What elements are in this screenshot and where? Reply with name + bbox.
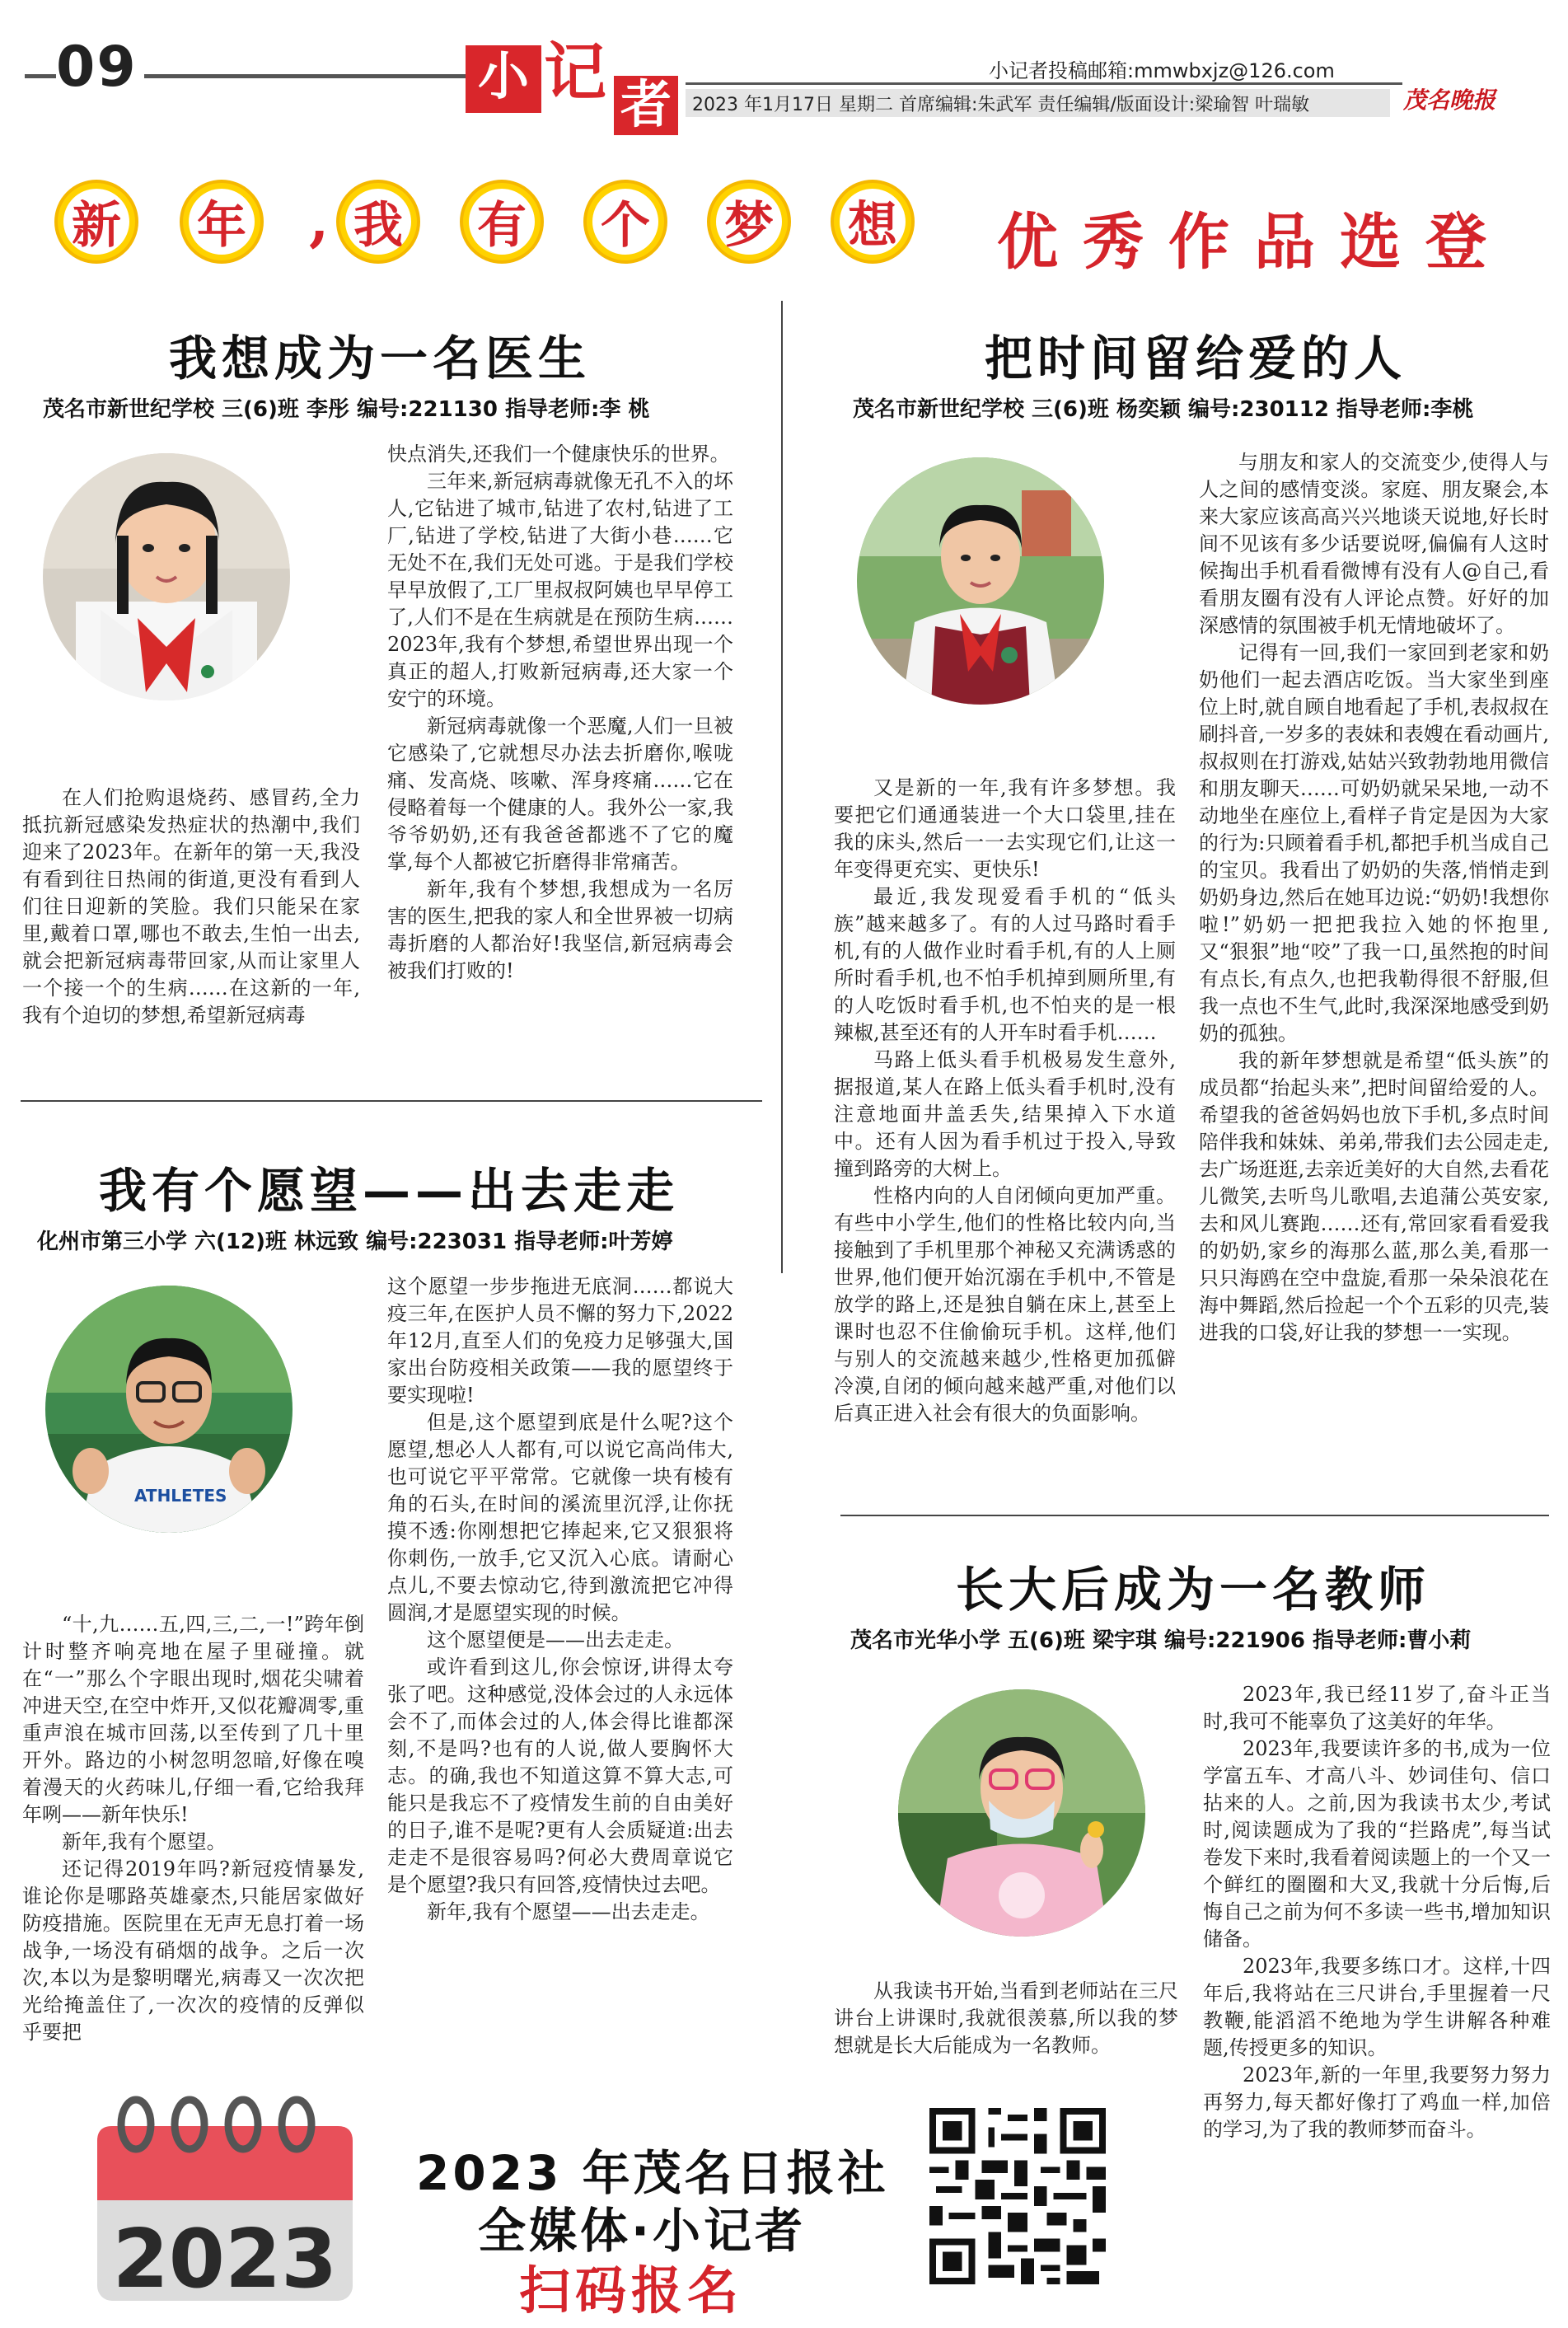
article-body-teacher-col2 [1203, 1681, 1551, 2143]
paragraph: 记得有一回,我们一家回到老家和奶奶他们一起去酒店吃饭。当大家坐到座位上时,就自顾自地看起了手机,表叔叔在刷抖音,一岁多的表妹和表嫂在看动画片,叔叔则在打游戏,姑姑兴致勃勃地用微信和朋友聊天……可奶奶就呆呆地,一动不动地坐在座位上,看样子肯定是因为大家的行为:只顾着看手机,都把手机当成自己的宝贝。我看出了奶奶的失落,悄悄走到奶奶身边,然后在她耳边说:“奶奶!我想你啦!”奶奶一把把我拉入她的怀抱里,又“狠狠”地“咬”了我一口,虽然抱的时间有点长,有点久,也把我勒得很不舒服,但我一点也不生气,此时,我深深地感受到奶奶的孤独。 [1199, 641, 1549, 1045]
paragraph: 在人们抢购退烧药、感冒药,全力抵抗新冠感染发热症状的热潮中,我们迎来了2023年。在新年的第一天,我没有看到往日热闹的街道,更没有看到人们往日迎新的笑脸。我们只能呆在家里,戴着口罩,哪也不敢去,生怕一出去,就会把新冠病毒带回家,从而让家里人一个接一个的生病……在这新的一年,我有个迫切的梦想,希望新冠病毒 [22, 786, 360, 1027]
paragraph: “十,九……五,四,三,二,一!”跨年倒计时整齐响亮地在屋子里碰撞。就在“一”那么个字眼出现时,烟花尖啸着冲进天空,在空中炸开,又似花瓣凋零,重重声浪在城市回荡,以至传到了几十里开外。路边的小树忽明忽暗,好像在嗅着漫天的火药味儿,仔细一看,它给我拜年咧——新年快乐! [22, 1613, 364, 1826]
footer-line-1: 2023 年茂名日报社 [416, 2145, 889, 2201]
article-byline-time: 茂名市新世纪学校 三(6)班 杨奕颖 编号:230112 指导老师:李桃 [853, 397, 1474, 422]
page-number: 09 [56, 35, 138, 100]
article-title-doctor: 我想成为一名医生 [169, 330, 592, 386]
shirt-text: ATHLETES [134, 1486, 227, 1506]
contribution-email: 小记者投稿邮箱:mmwbxjz@126.com [989, 59, 1335, 82]
banner-char: 想 [840, 189, 906, 255]
paragraph: 新年,我有个愿望。 [62, 1830, 227, 1853]
article-body-teacher-col1 [834, 1978, 1178, 2059]
banner-char-circle [587, 183, 664, 260]
paragraph: 但是,这个愿望到底是什么呢?这个愿望,想必人人都有,可以说它高尚伟大,也可说它平平常常。它就像一块有棱有角的石头,在时间的溪流里沉浮,让你抚摸不透:你刚想把它捧起来,它又狠狠将你刺伤,一放手,它又沉入心底。请耐心点儿,不要去惊动它,待到激流把它冲得圆润,才是愿望实现的时候。 [387, 1411, 733, 1624]
paragraph: 又是新的一年,我有许多梦想。我要把它们通通装进一个大口袋里,挂在我的床头,然后一一去实现它们,让这一年变得更充实、更快乐! [834, 776, 1176, 881]
paragraph: 马路上低头看手机极易发生意外,据报道,某人在路上低头看手机时,没有注意地面井盖丢失,结果掉入下水道中。还有人因为看手机过于投入,导致撞到路旁的大树上。 [834, 1048, 1176, 1180]
article-body-time-col1 [834, 775, 1176, 1427]
paragraph: 2023年,我要多练口才。这样,十四年后,我将站在三尺讲台,手里握着一尺教鞭,能滔滔不绝地为学生讲解各种难题,传授更多的知识。 [1203, 1955, 1551, 2059]
paragraph: 这个愿望一步步拖进无底洞……都说大疫三年,在医护人员不懈的努力下,2022年12月,直至人们的免疫力足够强大,国家出台防疫相关政策——我的愿望终于要实现啦! [387, 1275, 733, 1407]
banner-subtitle: 优秀作品选登 [997, 207, 1511, 278]
qr-code-icon[interactable] [923, 2101, 1112, 2291]
paragraph: 快点消失,还我们一个健康快乐的世界。 [387, 443, 730, 466]
photo-girl-time [857, 457, 1104, 705]
paragraph: 还记得2019年吗?新冠疫情暴发,谁论你是哪路英雄豪杰,只能居家做好防疫措施。医院里在无声无息打着一场战争,一场没有硝烟的战争。之后一次次,本以为是黎明曙光,病毒又一次次把光给掩盖住了,一次次的疫情的反弹似乎要把 [22, 1857, 364, 2044]
photo-boy-wish [45, 1286, 293, 1533]
paragraph: 三年来,新冠病毒就像无孔不入的坏人,它钻进了城市,钻进了农村,钻进了工厂,钻进了学校,钻进了大街小巷……它无处不在,我们无处可逃。于是我们学校早早放假了,工厂里叔叔阿姨也早早停工了,人们不是在生病就是在预防生病……2023年,我有个梦想,希望世界出现一个真正的超人,打败新冠病毒,还大家一个安宁的环境。 [387, 470, 733, 710]
article-byline-doctor: 茂名市新世纪学校 三(6)班 李彤 编号:221130 指导老师:李 桃 [43, 397, 650, 422]
photo-girl-teacher [898, 1689, 1145, 1937]
article-body-wish-col1 [22, 1611, 364, 2046]
section-divider-right [840, 1515, 1549, 1516]
banner-char: 我 [345, 189, 411, 255]
banner-char: 有 [469, 189, 535, 255]
paragraph: 性格内向的人自闭倾向更加严重。有些中小学生,他们的性格比较内向,当接触到了手机里那个神秘又充满诱惑的世界,他们便开始沉溺在手机中,不管是放学的路上,还是独自躺在床上,甚至上课时也忍不住偷偷玩手机。这样,他们与别人的交流越来越少,性格更加孤僻冷漠,自闭的倾向越来越严重,对他们以后真正进入社会有很大的负面影响。 [834, 1184, 1176, 1425]
brand-char-ji: 记 [544, 35, 606, 109]
paragraph: 2023年,我已经11岁了,奋斗正当时,我可不能辜负了这美好的年华。 [1203, 1683, 1551, 1733]
footer-signup-cta: 扫码报名 [519, 2260, 744, 2321]
calendar-icon [91, 2093, 358, 2307]
article-body-doctor-col2 [387, 441, 733, 985]
brand-char-zhe: 者 [620, 74, 672, 134]
banner-char-circle [463, 183, 541, 260]
section-divider-left [21, 1100, 762, 1102]
paragraph: 新年,我有个梦想,我想成为一名厉害的医生,把我的家人和全世界被一切病毒折磨的人都治好!我坚信,新冠病毒会被我们打败的! [387, 878, 733, 982]
paragraph: 这个愿望便是——出去走走。 [427, 1628, 684, 1651]
banner-comma: , [309, 185, 330, 254]
dateline: 2023 年1月17日 星期二 首席编辑:朱武军 责任编辑/版面设计:梁瑜智 叶瑞敏 [692, 95, 1310, 115]
header-rule-right [686, 82, 1402, 85]
banner-char: 新 [63, 189, 129, 255]
article-byline-teacher: 茂名市光华小学 五(6)班 梁宇琪 编号:221906 指导老师:曹小莉 [850, 1628, 1472, 1653]
banner-char: 年 [189, 189, 255, 255]
header-rule [144, 74, 466, 78]
paragraph: 新年,我有个愿望——出去走走。 [427, 1900, 710, 1923]
banner-char-circle [710, 183, 788, 260]
paragraph: 从我读书开始,当看到老师站在三尺讲台上讲课时,我就很羡慕,所以我的梦想就是长大后能成为一名教师。 [834, 1979, 1178, 2057]
article-body-wish-col2 [387, 1273, 733, 1926]
paragraph: 2023年,新的一年里,我要努力努力再努力,每天都好像打了鸡血一样,加倍的学习,为了我的教师梦而奋斗。 [1203, 2063, 1551, 2141]
article-body-time-col2 [1199, 449, 1549, 1347]
paragraph: 或许看到这儿,你会惊讶,讲得太夸张了吧。这种感觉,没体会过的人永远体会不了,而体会过的人,体会得比谁都深刻,不是吗?也有的人说,做人要胸怀大志。的确,我也不知道这算不算大志,可能只是我忘不了疫情发生前的自由美好的日子,谁不是呢?更有人会质疑道:出去走走不是很容易吗?何必大费周章说它是个愿望?我只有回答,疫情快过去吧。 [387, 1656, 733, 1896]
calendar-year: 2023 [112, 2213, 338, 2307]
article-byline-wish: 化州市第三小学 六(12)班 林远致 编号:223031 指导老师:叶芳婷 [37, 1230, 673, 1254]
banner-char-circle [339, 183, 417, 260]
brand-char-xiao: 小 [478, 46, 530, 106]
paragraph: 最近,我发现爱看手机的“低头族”越来越多了。有的人过马路时看手机,有的人做作业时看手机,有的人上厕所时看手机,也不怕手机掉到厕所里,有的人吃饭时看手机,也不怕夹的是一根辣椒,甚至还有的人开车时看手机…… [834, 885, 1176, 1044]
article-title-wish: 我有个愿望——出去走走 [99, 1163, 680, 1219]
footer-line-2: 全媒体·小记者 [478, 2203, 807, 2259]
paragraph: 与朋友和家人的交流变少,使得人与人之间的感情变淡。家庭、朋友聚会,本来大家应该高高兴兴地谈天说地,好长时间不见该有多少话要说呀,偏偏有人这时候掏出手机看看微博有没有人@自己,看看朋友圈有没有人评论点赞。好好的加深感情的氛围被手机无情地破坏了。 [1199, 451, 1549, 637]
newspaper-logo: 茂名晚报 [1403, 87, 1496, 114]
paragraph: 我的新年梦想就是希望“低头族”的成员都“抬起头来”,把时间留给爱的人。希望我的爸爸妈妈也放下手机,多点时间陪伴我和妹妹、弟弟,带我们去公园走走,去广场逛逛,去亲近美好的大自然,去看花儿微笑,去听鸟儿歌唱,去追蒲公英安家,去和风儿赛跑……还有,常回家看看爱我的奶奶,家乡的海那么蓝,那么美,看那一只只海鸥在空中盘旋,看那一朵朵浪花在海中舞蹈,然后捡起一个个五彩的贝壳,装进我的口袋,好让我的梦想一一实现。 [1199, 1049, 1549, 1344]
header-rule-left [25, 74, 56, 78]
paragraph: 新冠病毒就像一个恶魔,人们一旦被它感染了,它就想尽办法去折磨你,喉咙痛、发高烧、咳嗽、浑身疼痛……它在侵略着每一个健康的人。我外公一家,我爷爷奶奶,还有我爸爸都逃不了它的魔掌,每个人都被它折磨得非常痛苦。 [387, 714, 733, 874]
photo-girl-doctor [43, 453, 290, 700]
paragraph: 2023年,我要读许多的书,成为一位学富五车、才高八斗、妙词佳句、信口拈来的人。之前,因为我读书太少,考试时,阅读题成为了我的“拦路虎”,每当试卷发下来时,我看着阅读题上的一个又一个鲜红的圈圈和大叉,我就十分后悔,后悔自己之前为何不多读一些书,增加知识储备。 [1203, 1737, 1551, 1951]
banner-char-circle [58, 183, 135, 260]
banner-char-circle [183, 183, 260, 260]
banner-char: 梦 [716, 189, 782, 255]
article-body-doctor-col1 [22, 785, 360, 1029]
banner-char-circle [834, 183, 911, 260]
column-divider [781, 301, 783, 1273]
article-title-time: 把时间留给爱的人 [985, 330, 1407, 386]
article-title-teacher: 长大后成为一名教师 [956, 1562, 1431, 1618]
banner-char: 个 [592, 189, 658, 255]
